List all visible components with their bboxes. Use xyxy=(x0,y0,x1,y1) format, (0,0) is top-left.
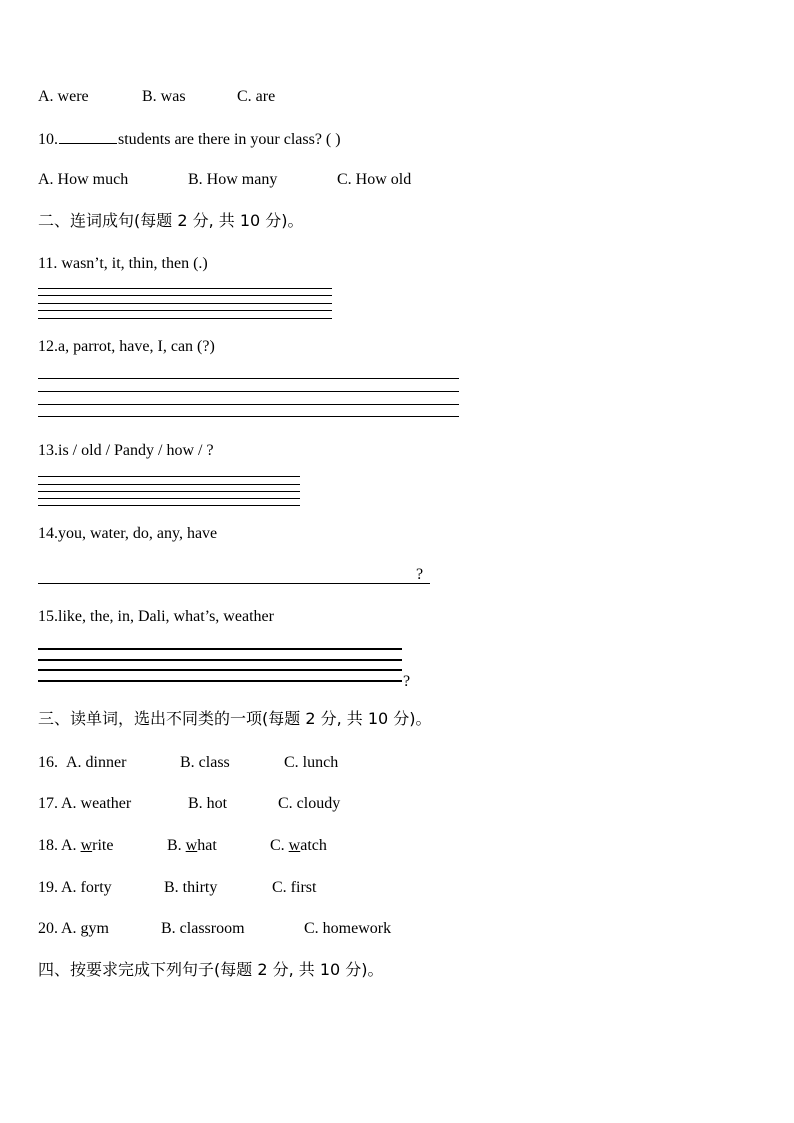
q13-answer-line[interactable] xyxy=(38,498,300,499)
section-3-title: 三、读单词，选出不同类的一项(每题 2 分, 共 10 分)。 xyxy=(38,709,432,728)
q11-answer-line[interactable] xyxy=(38,295,332,296)
q20-option-c: C. homework xyxy=(304,920,392,937)
q19-option-a: A. forty xyxy=(61,879,112,896)
q10-text: students are there in your class? ( ) xyxy=(118,131,341,148)
q15-prompt: 15.like, the, in, Dali, what’s, weather xyxy=(38,608,274,625)
q11-answer-line[interactable] xyxy=(38,310,332,311)
q15-answer-line[interactable] xyxy=(38,648,402,650)
q15-answer-line[interactable] xyxy=(38,659,402,661)
q11-prompt: 11. wasn’t, it, thin, then (.) xyxy=(38,255,208,272)
q17-option-b: B. hot xyxy=(188,795,228,812)
q15-answer-line[interactable] xyxy=(38,669,402,671)
q18-number: 18. xyxy=(38,837,58,854)
q9-option-c: C. are xyxy=(237,88,276,105)
q13-answer-line[interactable] xyxy=(38,491,300,492)
q18-option-a: A. write xyxy=(61,837,114,854)
q10-number: 10. xyxy=(38,131,58,148)
q20-option-a: A. gym xyxy=(61,920,109,937)
section-4-title: 四、按要求完成下列句子(每题 2 分, 共 10 分)。 xyxy=(38,960,384,979)
section-2-title: 二、连词成句(每题 2 分, 共 10 分)。 xyxy=(38,211,304,230)
q14-prompt: 14.you, water, do, any, have xyxy=(38,525,218,542)
q20-option-b: B. classroom xyxy=(161,920,245,937)
q19-number: 19. xyxy=(38,879,58,896)
q10-answer-blank[interactable] xyxy=(59,129,117,144)
q13-answer-line[interactable] xyxy=(38,484,300,485)
q10-option-c: C. How old xyxy=(337,171,412,188)
q12-answer-line[interactable] xyxy=(38,404,459,405)
q17-number: 17. xyxy=(38,795,58,812)
q18-option-b: B. what xyxy=(167,837,217,854)
q10-option-b: B. How many xyxy=(188,171,278,188)
q13-answer-line[interactable] xyxy=(38,505,300,506)
q12-answer-line[interactable] xyxy=(38,416,459,417)
q12-prompt: 12.a, parrot, have, I, can (?) xyxy=(38,338,215,355)
q9-option-b: B. was xyxy=(142,88,186,105)
q13-answer-line[interactable] xyxy=(38,476,300,477)
q10-option-a: A. How much xyxy=(38,171,129,188)
q11-answer-line[interactable] xyxy=(38,288,332,289)
q15-answer-line[interactable] xyxy=(38,680,402,682)
q17-option-c: C. cloudy xyxy=(278,795,341,812)
q18-option-c: C. watch xyxy=(270,837,327,854)
q16-number: 16. xyxy=(38,754,58,771)
q11-answer-line[interactable] xyxy=(38,303,332,304)
q15-question-mark: ? xyxy=(403,673,411,690)
q19-option-b: B. thirty xyxy=(164,879,218,896)
q14-answer-line[interactable] xyxy=(38,583,430,584)
q16-option-a: A. dinner xyxy=(66,754,127,771)
q13-prompt: 13.is / old / Pandy / how / ? xyxy=(38,442,214,459)
q14-question-mark: ? xyxy=(416,566,424,583)
q16-option-c: C. lunch xyxy=(284,754,339,771)
q12-answer-line[interactable] xyxy=(38,378,459,379)
q9-option-a: A. were xyxy=(38,88,89,105)
q10-question xyxy=(38,129,341,150)
q17-option-a: A. weather xyxy=(61,795,132,812)
q20-number: 20. xyxy=(38,920,58,937)
q19-option-c: C. first xyxy=(272,879,317,896)
q16-option-b: B. class xyxy=(180,754,230,771)
q11-answer-line[interactable] xyxy=(38,318,332,319)
q12-answer-line[interactable] xyxy=(38,391,459,392)
